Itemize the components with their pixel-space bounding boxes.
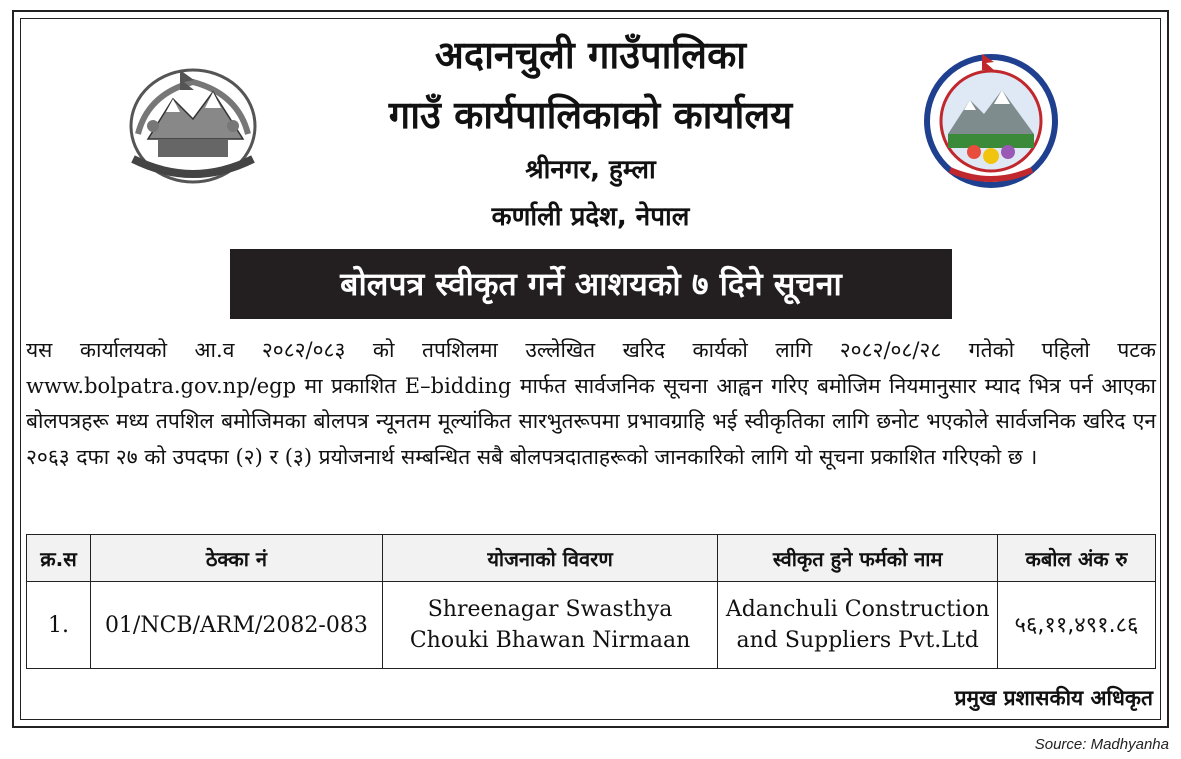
table-header-row — [27, 535, 1156, 582]
column-header-firm: स्वीकृत हुने फर्मको नाम — [718, 535, 998, 582]
cell-sn: 1. — [27, 582, 91, 669]
column-header-amount: कबोल अंक रु — [998, 535, 1156, 582]
table-row — [27, 582, 1156, 669]
cell-firm: Adanchuli Construction and Suppliers Pvt.Ltd — [718, 582, 998, 669]
source-credit: Source: Madhyanha — [1034, 736, 1169, 753]
notice-title-banner: बोलपत्र स्वीकृत गर्ने आशयको ७ दिने सूचना — [230, 249, 952, 319]
notice-body-paragraph: यस कार्यालयको आ.व २०८२/०८३ को तपशिलमा उल्लेखित खरिद कार्यको लागि २०८२/०८/२८ गतेको पहिलो पटक www.bolpatra.gov.np/egp मा प्रकाशित E–bidding मार्फत सार्वजनिक सूचना आह्वन गरिए बमोजिम नियमानुसार म्याद भित्र पर्न आएका बोलपत्रहरू मध्य तपशिल बमोजिमका बोलपत्र न्यूनतम मूल्यांकित सारभुतरूपमा प्रभावग्राहि भई स्वीकृतिका लागि छनोट भएकोले सार्वजनिक खरिद एन २०६३ दफा २७ को उपदफा (२) र (३) प्रयोजनार्थ सम्बन्धित सबै बोलपत्रदाताहरूको जानकारिको लागि यो सूचना प्रकाशित गरिएको छ । — [26, 338, 1156, 469]
office-name: गाउँ कार्यपालिकाको कार्यालय — [388, 93, 793, 137]
column-header-contract-no: ठेक्का नं — [90, 535, 382, 582]
column-header-sn: क्र.स — [27, 535, 91, 582]
office-location: श्रीनगर, हुम्ला — [525, 155, 656, 185]
signature-title: प्रमुख प्रशासकीय अधिकृत — [954, 686, 1153, 710]
province-country: कर्णाली प्रदेश, नेपाल — [491, 202, 690, 232]
cell-amount: ५६,११,४९१.८६ — [998, 582, 1156, 669]
cell-contract-no: 01/NCB/ARM/2082-083 — [90, 582, 382, 669]
column-header-description: योजनाको विवरण — [382, 535, 718, 582]
cell-description: Shreenagar Swasthya Chouki Bhawan Nirmaan — [382, 582, 718, 669]
bid-acceptance-table — [26, 534, 1156, 669]
municipality-name: अदानचुली गाउँपालिका — [434, 33, 747, 77]
